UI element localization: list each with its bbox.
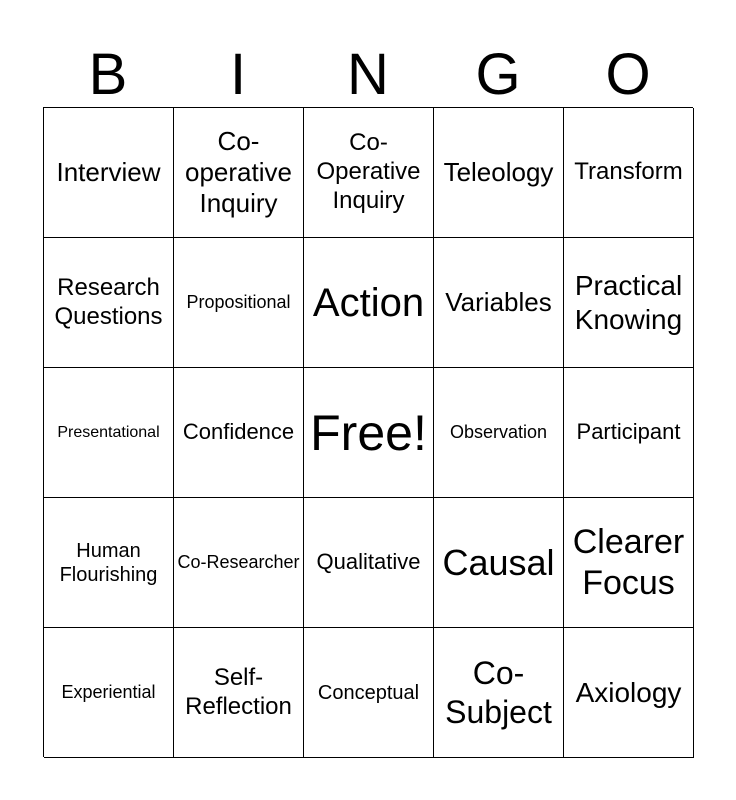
bingo-cell-label: Co-operative Inquiry <box>185 125 292 219</box>
bingo-cell[interactable] <box>174 238 304 368</box>
bingo-cell[interactable] <box>174 368 304 498</box>
bingo-cell-label: Transform <box>574 158 683 186</box>
bingo-cell-label: Free! <box>310 404 427 461</box>
bingo-header <box>43 40 693 110</box>
bingo-cell-label: Research Questions <box>54 273 163 330</box>
bingo-cell[interactable] <box>44 368 174 498</box>
bingo-cell[interactable] <box>304 238 434 368</box>
bingo-cell-label: Participant <box>576 419 681 445</box>
bingo-cell-label: Conceptual <box>317 681 420 704</box>
header-letter-n: N <box>347 42 389 107</box>
bingo-cell[interactable] <box>564 108 694 238</box>
bingo-cell[interactable] <box>564 628 694 758</box>
bingo-cell-label: Confidence <box>182 419 295 445</box>
bingo-cell-label: Qualitative <box>316 549 421 575</box>
header-letter-g: G <box>475 42 521 107</box>
bingo-cell-label: Causal <box>442 541 555 583</box>
bingo-cell-label: Experiential <box>61 681 156 702</box>
bingo-cell[interactable] <box>44 628 174 758</box>
bingo-cell[interactable] <box>44 238 174 368</box>
bingo-cell-label: Propositional <box>186 291 291 312</box>
bingo-cell[interactable] <box>564 238 694 368</box>
bingo-cell[interactable] <box>44 108 174 238</box>
bingo-cell-label: Practical Knowing <box>574 269 683 335</box>
bingo-cell[interactable] <box>434 368 564 498</box>
bingo-cell[interactable] <box>304 628 434 758</box>
bingo-cell[interactable] <box>174 108 304 238</box>
bingo-cell-label: Axiology <box>575 676 682 708</box>
bingo-cell-label: Interview <box>56 156 161 187</box>
bingo-cell-label: Observation <box>449 421 548 442</box>
bingo-cell-label: Co-Researcher <box>177 551 300 572</box>
header-letter-o: O <box>605 42 651 107</box>
bingo-cell[interactable] <box>564 368 694 498</box>
header-letter-i: I <box>229 42 247 107</box>
bingo-cell[interactable] <box>434 108 564 238</box>
header-letter-b: B <box>88 42 128 107</box>
bingo-cell[interactable] <box>434 238 564 368</box>
bingo-cell-label: Presentational <box>57 423 160 441</box>
free-space-cell[interactable] <box>304 368 434 498</box>
bingo-cell[interactable] <box>434 628 564 758</box>
bingo-cell[interactable] <box>434 498 564 628</box>
bingo-cell-label: Teleology <box>443 156 554 187</box>
bingo-cell-label: Self-Reflection <box>185 663 292 720</box>
bingo-cell[interactable] <box>174 498 304 628</box>
bingo-cell-label: Variables <box>445 286 552 317</box>
bingo-cell[interactable] <box>564 498 694 628</box>
bingo-cell[interactable] <box>304 108 434 238</box>
bingo-cell[interactable] <box>174 628 304 758</box>
bingo-cell-label: Clearer Focus <box>572 522 685 602</box>
bingo-cell[interactable] <box>44 498 174 628</box>
bingo-grid <box>43 107 693 757</box>
bingo-cell-label: Co-Subject <box>445 655 552 730</box>
bingo-cell-label: Human Flourishing <box>59 539 158 586</box>
bingo-cell[interactable] <box>304 498 434 628</box>
bingo-cell-label: Co-Operative Inquiry <box>316 129 421 214</box>
bingo-cell-label: Action <box>312 280 425 325</box>
